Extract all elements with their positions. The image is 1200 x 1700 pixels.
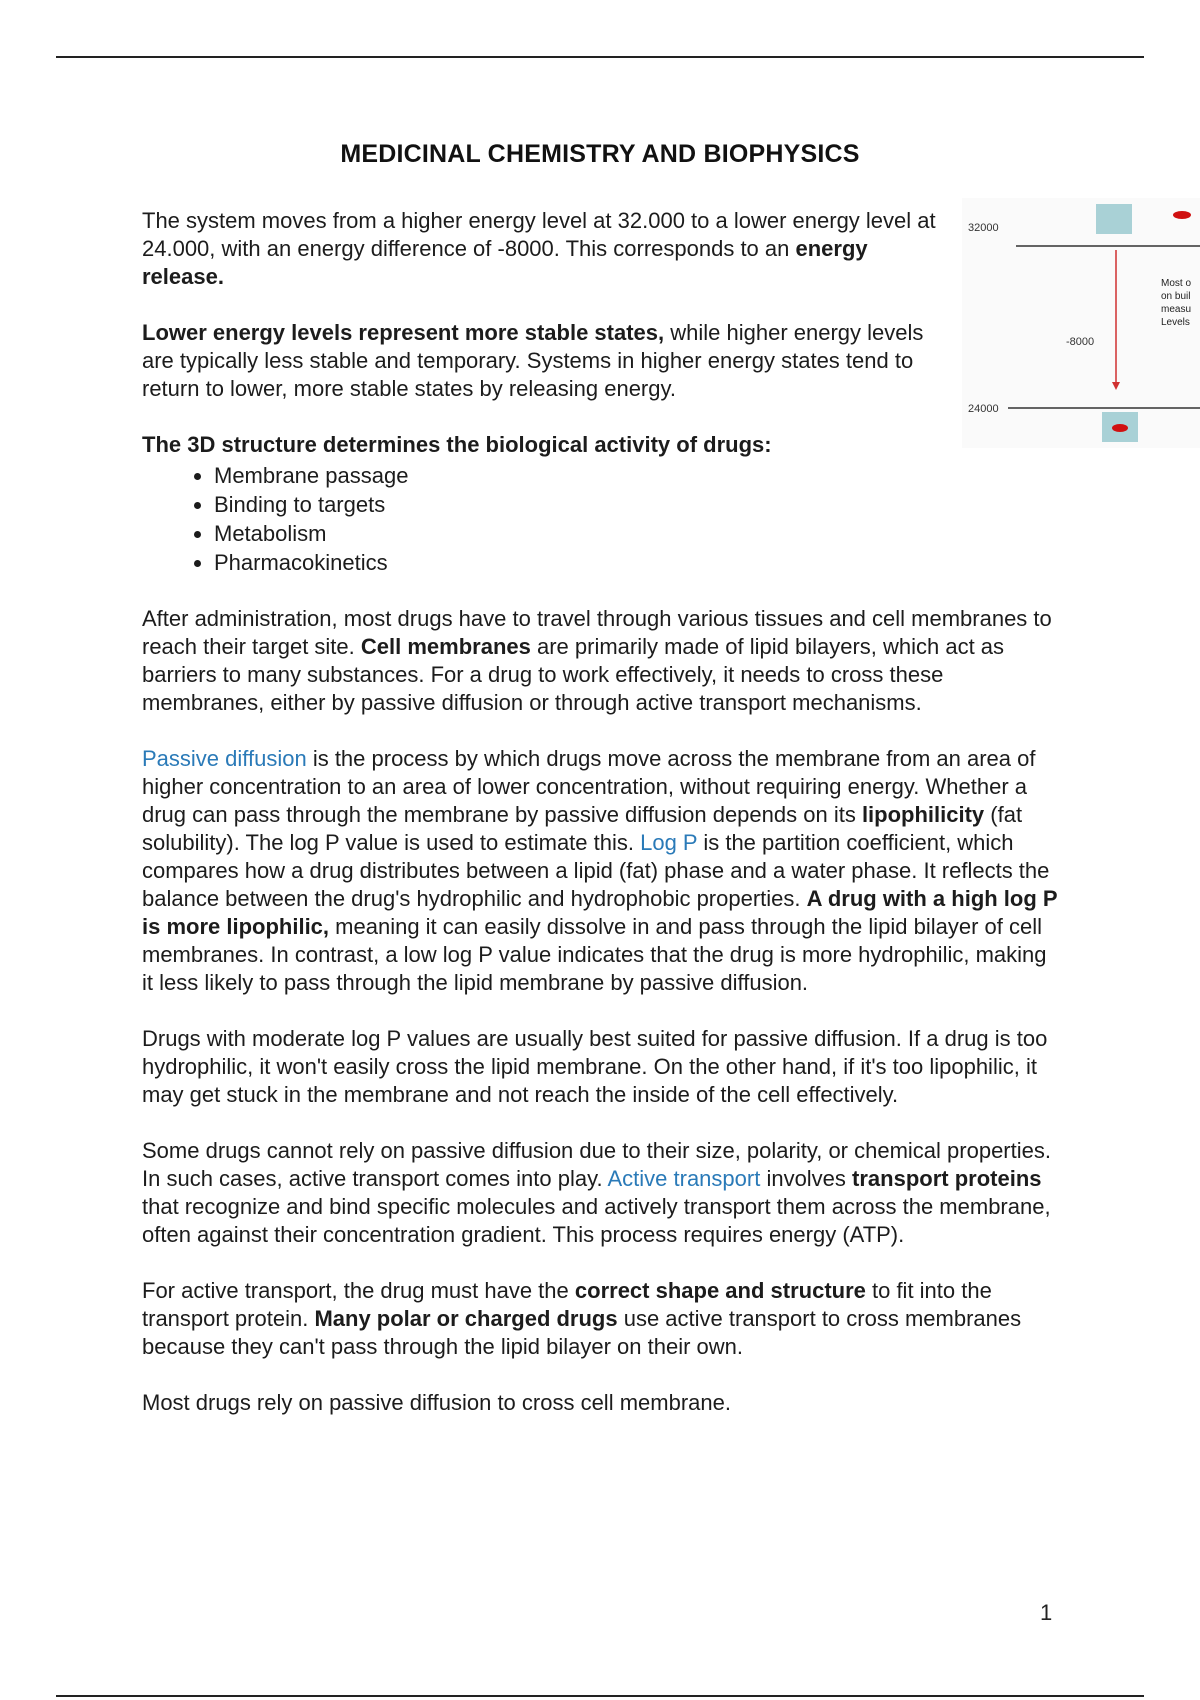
- page-number: 1: [1040, 1600, 1053, 1625]
- structure-list: [142, 461, 1062, 577]
- paragraph-shape-structure: For active transport, the drug must have the correct shape and structure to fit into the transport protein. Many polar or charged drugs use active transport to cross membranes because they can't pass through the lipid bilayer on their own.: [142, 1278, 1022, 1359]
- list-item: • Metabolism: [214, 519, 1062, 548]
- high-state-particle: [1173, 211, 1191, 219]
- paragraph-conclusion: Most drugs rely on passive diffusion to cross cell membrane.: [142, 1390, 731, 1415]
- paragraph-stable-states: Lower energy levels represent more stable states, while higher energy levels are typically less stable and temporary. Systems in higher energy states tend to return to lower, more stable states by releasing energy.: [142, 320, 924, 401]
- list-item: • Binding to targets: [214, 490, 1062, 519]
- top-rule: [56, 56, 1144, 58]
- low-level-label: 24000: [968, 403, 999, 415]
- paragraph-passive-diffusion: Passive diffusion is the process by which drugs move across the membrane from an area of higher concentration to an area of lower concentration, without requiring energy. Whether a drug can pass through the membrane by passive diffusion depends on its lipophilicity (fat solubility). The log P value is used to estimate this. Log P is the partition coefficient, which compares how a drug distributes between a lipid (fat) phase and a water phase. It reflects the balance between the drug's hydrophilic and hydrophobic properties. A drug with a high log P is more lipophilic, meaning it can easily dissolve in and pass through the lipid bilayer of cell membranes. In contrast, a low log P value indicates that the drug is more hydrophilic, making it less likely to pass through the lipid membrane by passive diffusion.: [142, 746, 1058, 995]
- paragraph-administration: After administration, most drugs have to travel through various tissues and cell membranes to reach their target site. Cell membranes are primarily made of lipid bilayers, which act as barriers to many substances. For a drug to work effectively, it needs to cross these membranes, either by passive diffusion or through active transport mechanisms.: [142, 606, 1052, 715]
- structure-heading: The 3D structure determines the biological activity of drugs:: [142, 432, 772, 457]
- list-item: • Pharmacokinetics: [214, 548, 1062, 577]
- passive-diffusion-link[interactable]: Passive diffusion: [142, 746, 307, 771]
- side-note-line-3: measu: [1161, 304, 1192, 315]
- low-state-particle: [1112, 424, 1128, 432]
- log-p-link[interactable]: Log P: [640, 830, 698, 855]
- page-title: MEDICINAL CHEMISTRY AND BIOPHYSICS: [340, 140, 860, 168]
- list-item: • Membrane passage: [214, 461, 1062, 490]
- high-state-square: [1096, 204, 1132, 234]
- side-note-line-2: on buil: [1161, 291, 1191, 302]
- paragraph-active-transport: Some drugs cannot rely on passive diffusion due to their size, polarity, or chemical properties. In such cases, active transport comes into play. Active transport involves transport proteins that recognize and bind specific molecules and actively transport them across the membrane, often against their concentration gradient. This process requires energy (ATP).: [142, 1138, 1051, 1247]
- document-body: [142, 207, 1062, 1445]
- paragraph-energy-release: The system moves from a higher energy level at 32.000 to a lower energy level at 24.000, with an energy difference of -8000. This corresponds to an energy release.: [142, 208, 936, 289]
- side-note-line-1: Most o: [1161, 278, 1192, 289]
- high-level-label: 32000: [968, 222, 999, 234]
- side-note-line-4: Levels: [1161, 317, 1190, 328]
- active-transport-link[interactable]: Active transport: [607, 1166, 761, 1191]
- paragraph-moderate-logp: Drugs with moderate log P values are usually best suited for passive diffusion. If a drug is too hydrophilic, it won't easily cross the lipid membrane. On the other hand, if it's too lipophilic, it may get stuck in the membrane and not reach the inside of the cell effectively.: [142, 1026, 1048, 1107]
- bottom-rule: [56, 1695, 1144, 1697]
- difference-label: -8000: [1066, 336, 1095, 348]
